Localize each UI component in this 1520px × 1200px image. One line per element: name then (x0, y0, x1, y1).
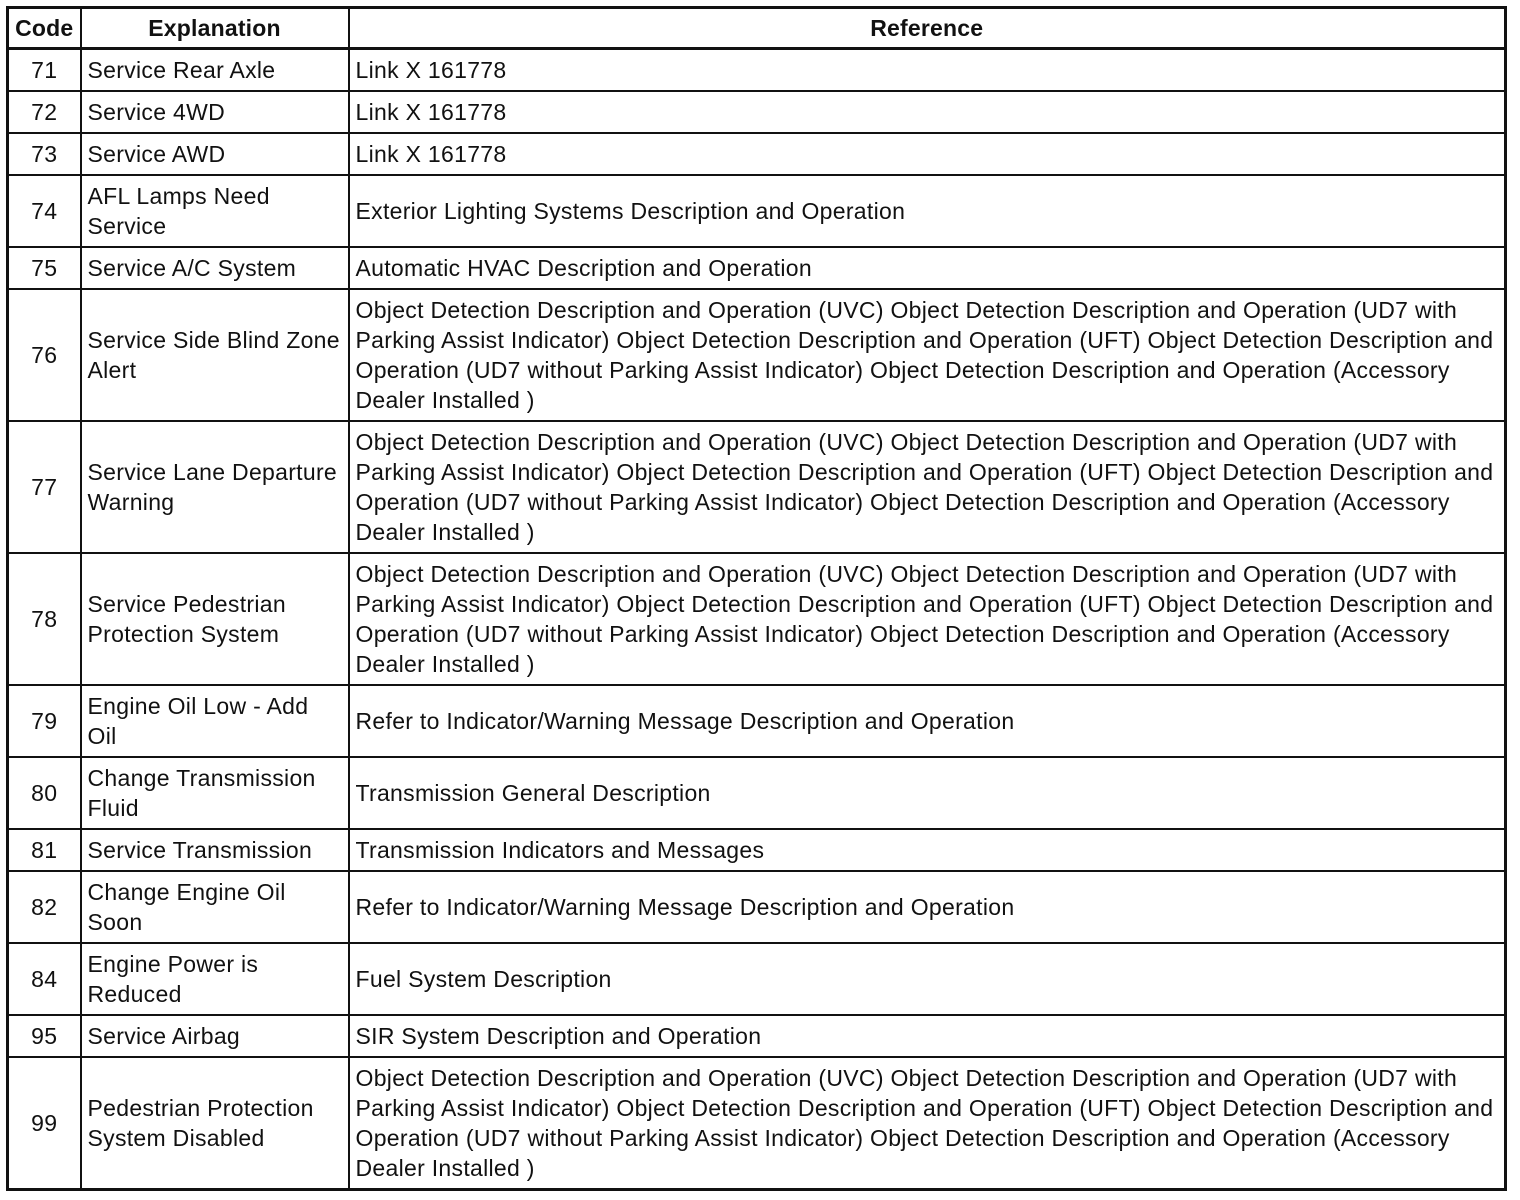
header-reference: Reference (349, 8, 1506, 49)
code-cell: 77 (8, 421, 81, 553)
header-code: Code (8, 8, 81, 49)
reference-cell: SIR System Description and Operation (349, 1015, 1506, 1057)
table-row (8, 133, 1506, 175)
explanation-cell: Change Transmission Fluid (81, 757, 349, 829)
table-row (8, 757, 1506, 829)
header-explanation: Explanation (81, 8, 349, 49)
table-row (8, 943, 1506, 1015)
table-row (8, 553, 1506, 685)
explanation-cell: Service Rear Axle (81, 49, 349, 92)
table-row (8, 829, 1506, 871)
code-cell: 74 (8, 175, 81, 247)
message-code-table (6, 6, 1507, 1191)
explanation-cell: Engine Oil Low - Add Oil (81, 685, 349, 757)
reference-cell: Object Detection Description and Operation (UVC) Object Detection Description and Operation (UD7 with Parking Assist Indicator) Object Detection Description and Operation (UFT) Object Detection Description and Operation (UD7 without Parking Assist Indicator) Object Detection Description and Operation (Accessory Dealer Installed ) (349, 1057, 1506, 1190)
table-row (8, 1015, 1506, 1057)
table-row (8, 421, 1506, 553)
code-cell: 95 (8, 1015, 81, 1057)
table-row (8, 247, 1506, 289)
table-header (8, 8, 1506, 49)
reference-cell: Link X 161778 (349, 49, 1506, 92)
explanation-cell: Engine Power is Reduced (81, 943, 349, 1015)
reference-cell: Exterior Lighting Systems Description and Operation (349, 175, 1506, 247)
explanation-cell: Pedestrian Protection System Disabled (81, 1057, 349, 1190)
reference-cell: Transmission General Description (349, 757, 1506, 829)
reference-cell: Refer to Indicator/Warning Message Description and Operation (349, 685, 1506, 757)
reference-cell: Refer to Indicator/Warning Message Description and Operation (349, 871, 1506, 943)
table-row (8, 289, 1506, 421)
code-cell: 73 (8, 133, 81, 175)
code-cell: 99 (8, 1057, 81, 1190)
reference-cell: Link X 161778 (349, 133, 1506, 175)
reference-cell: Link X 161778 (349, 91, 1506, 133)
reference-cell: Fuel System Description (349, 943, 1506, 1015)
code-cell: 81 (8, 829, 81, 871)
code-cell: 76 (8, 289, 81, 421)
explanation-cell: Service A/C System (81, 247, 349, 289)
explanation-cell: Service Transmission (81, 829, 349, 871)
explanation-cell: Service 4WD (81, 91, 349, 133)
reference-cell: Object Detection Description and Operation (UVC) Object Detection Description and Operation (UD7 with Parking Assist Indicator) Object Detection Description and Operation (UFT) Object Detection Description and Operation (UD7 without Parking Assist Indicator) Object Detection Description and Operation (Accessory Dealer Installed ) (349, 289, 1506, 421)
code-cell: 84 (8, 943, 81, 1015)
table-row (8, 49, 1506, 92)
code-cell: 80 (8, 757, 81, 829)
explanation-cell: AFL Lamps Need Service (81, 175, 349, 247)
explanation-cell: Service Airbag (81, 1015, 349, 1057)
explanation-cell: Service AWD (81, 133, 349, 175)
code-cell: 79 (8, 685, 81, 757)
table-row (8, 91, 1506, 133)
header-row (8, 8, 1506, 49)
explanation-cell: Service Pedestrian Protection System (81, 553, 349, 685)
reference-cell: Object Detection Description and Operation (UVC) Object Detection Description and Operation (UD7 with Parking Assist Indicator) Object Detection Description and Operation (UFT) Object Detection Description and Operation (UD7 without Parking Assist Indicator) Object Detection Description and Operation (Accessory Dealer Installed ) (349, 421, 1506, 553)
reference-cell: Transmission Indicators and Messages (349, 829, 1506, 871)
code-cell: 72 (8, 91, 81, 133)
code-cell: 78 (8, 553, 81, 685)
explanation-cell: Change Engine Oil Soon (81, 871, 349, 943)
explanation-cell: Service Side Blind Zone Alert (81, 289, 349, 421)
table-row (8, 685, 1506, 757)
table-row (8, 871, 1506, 943)
explanation-cell: Service Lane Departure Warning (81, 421, 349, 553)
reference-cell: Automatic HVAC Description and Operation (349, 247, 1506, 289)
code-cell: 82 (8, 871, 81, 943)
reference-cell: Object Detection Description and Operation (UVC) Object Detection Description and Operation (UD7 with Parking Assist Indicator) Object Detection Description and Operation (UFT) Object Detection Description and Operation (UD7 without Parking Assist Indicator) Object Detection Description and Operation (Accessory Dealer Installed ) (349, 553, 1506, 685)
table-row (8, 175, 1506, 247)
code-cell: 71 (8, 49, 81, 92)
table-body (8, 49, 1506, 1190)
code-cell: 75 (8, 247, 81, 289)
table-row (8, 1057, 1506, 1190)
